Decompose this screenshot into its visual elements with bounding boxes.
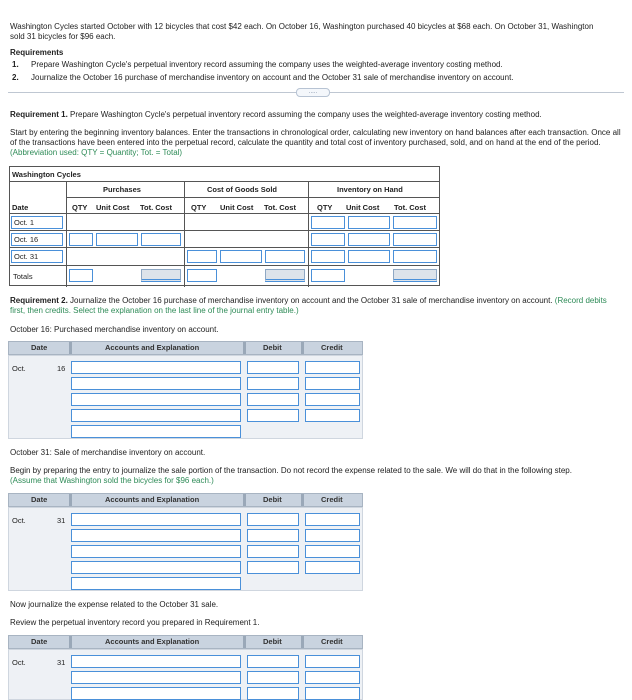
journal2-instruction-text: Begin by preparing the entry to journalize the sale portion of the transaction. Do not record the expense related to the sale. We will do that in the following step. [10,466,572,475]
requirement2-heading [10,296,622,316]
journal1-header [8,341,363,355]
account-input[interactable] [71,687,241,700]
onhand-qty-input[interactable] [311,250,345,263]
journal3-caption: Now journalize the expense related to the October 31 sale. [10,600,219,609]
purchase-tot-input[interactable] [141,233,181,246]
requirement2-label: Requirement 2. [10,296,68,305]
header-date: Date [31,637,48,646]
group-purchases: Purchases [103,185,141,194]
requirements-heading: Requirements [10,48,64,57]
account-input[interactable] [71,561,241,574]
journal2-instruction [10,466,622,486]
journal3-review: Review the perpetual inventory record you prepared in Requirement 1. [10,618,260,627]
debit-input[interactable] [247,561,299,574]
header-debit: Debit [263,637,282,646]
date-row-oct1[interactable] [11,216,63,229]
explanation-input[interactable] [71,425,241,438]
header-date: Date [31,495,48,504]
account-input[interactable] [71,393,241,406]
purchase-unit-input[interactable] [96,233,138,246]
total-cogs-cost-input[interactable] [265,269,305,282]
account-input[interactable] [71,377,241,390]
journal-day: 16 [57,364,66,373]
credit-input[interactable] [305,687,360,700]
purchase-qty-input[interactable] [69,233,93,246]
total-cogs-qty-input[interactable] [187,269,217,282]
credit-input[interactable] [305,671,360,684]
inventory-record-table [9,166,440,286]
explanation-input[interactable] [71,577,241,590]
debit-input[interactable] [247,361,299,374]
header-accounts: Accounts and Explanation [105,495,200,504]
credit-input[interactable] [305,393,360,406]
journal3-body [8,649,363,700]
journal-month: Oct. [12,364,26,373]
cogs-tot-input[interactable] [265,250,305,263]
header-date: Date [31,343,48,352]
requirement2-text: Journalize the October 16 purchase of merchandise inventory on account and the October 31 sale of merchandise inventory on account. [70,296,553,305]
journal-day: 31 [57,516,66,525]
account-input[interactable] [71,361,241,374]
journal1-body [8,355,363,439]
header-credit: Credit [321,637,343,646]
row-date-label: Oct. 16 [14,235,39,244]
header-credit: Credit [321,343,343,352]
abbreviation-note: (Abbreviation used: QTY = Quantity; Tot. = Total) [10,148,183,157]
journal2-header [8,493,363,507]
header-accounts: Accounts and Explanation [105,637,200,646]
debit-input[interactable] [247,513,299,526]
header-credit: Credit [321,495,343,504]
header-debit: Debit [263,343,282,352]
requirement1-label: Requirement 1. [10,110,68,119]
col-qty: QTY [72,203,88,212]
credit-input[interactable] [305,529,360,542]
onhand-tot-input[interactable] [393,216,437,229]
col-tot-cost: Tot. Cost [264,203,296,212]
journal-month: Oct. [12,658,26,667]
req1-number: 1. [12,60,19,69]
col-tot-cost: Tot. Cost [394,203,426,212]
col-qty: QTY [191,203,207,212]
company-title: Washington Cycles [12,170,81,179]
group-cogs: Cost of Goods Sold [207,185,277,194]
col-qty: QTY [317,203,333,212]
col-tot-cost: Tot. Cost [140,203,172,212]
account-input[interactable] [71,529,241,542]
row-date-label: Oct. 31 [14,252,39,261]
cogs-unit-input[interactable] [220,250,262,263]
journal3-header [8,635,363,649]
credit-input[interactable] [305,513,360,526]
account-input[interactable] [71,513,241,526]
col-unit-cost: Unit Cost [96,203,130,212]
requirement2-hint: (Record debits first, then credits. Select the explanation on the last line of the journal entry table.) [10,296,607,315]
total-purchase-qty-input[interactable] [69,269,93,282]
col-unit-cost: Unit Cost [220,203,254,212]
date-header: Date [12,203,29,212]
requirement1-heading [10,110,620,120]
credit-input[interactable] [305,545,360,558]
total-onhand-qty-input[interactable] [311,269,345,282]
account-input[interactable] [71,655,241,668]
totals-label: Totals [13,272,33,281]
journal-day: 31 [57,658,66,667]
header-accounts: Accounts and Explanation [105,343,200,352]
group-on-hand: Inventory on Hand [337,185,403,194]
account-input[interactable] [71,409,241,422]
debit-input[interactable] [247,409,299,422]
journal2-caption: October 31: Sale of merchandise inventory on account. [10,448,206,457]
credit-input[interactable] [305,655,360,668]
journal2-note: (Assume that Washington sold the bicycles for $96 each.) [10,476,214,485]
debit-input[interactable] [247,377,299,390]
total-onhand-cost-input[interactable] [393,269,437,282]
total-purchase-cost-input[interactable] [141,269,181,282]
credit-input[interactable] [305,377,360,390]
debit-input[interactable] [247,687,299,700]
requirement1-instructions [10,128,622,158]
onhand-unit-input[interactable] [348,250,390,263]
date-row-oct16[interactable] [11,233,63,246]
req2-number: 2. [12,73,19,82]
onhand-qty-input[interactable] [311,233,345,246]
account-input[interactable] [71,671,241,684]
date-row-oct31[interactable] [11,250,63,263]
onhand-unit-input[interactable] [348,233,390,246]
credit-input[interactable] [305,409,360,422]
requirement1-text: Prepare Washington Cycle's perpetual inventory record assuming the company uses the weighted-average inventory costing method. [70,110,542,119]
cogs-qty-input[interactable] [187,250,217,263]
journal-month: Oct. [12,516,26,525]
debit-input[interactable] [247,671,299,684]
req1-text: Prepare Washington Cycle's perpetual inventory record assuming the company uses the weighted-average inventory costing method. [31,60,503,69]
onhand-tot-input[interactable] [393,233,437,246]
debit-input[interactable] [247,655,299,668]
credit-input[interactable] [305,561,360,574]
account-input[interactable] [71,545,241,558]
problem-intro: Washington Cycles started October with 12 bicycles that cost $42 each. On October 16, Washington purchased 40 bicycles at $68 each. On October 31, Washington sold 31 bicycles for $96 each. [10,22,594,41]
instructions-text: Start by entering the beginning inventory balances. Enter the transactions in chronological order, calculating new inventory on hand balances after each transaction. Once all of the transactions have been entered into the perpetual record, calculate the quantity and total cost of inventory purchased, sold, and on hand at the end of the period. [10,128,621,147]
debit-input[interactable] [247,393,299,406]
debit-input[interactable] [247,545,299,558]
expand-ellipsis-button[interactable]: ..... [296,88,330,97]
col-unit-cost: Unit Cost [346,203,380,212]
onhand-tot-input[interactable] [393,250,437,263]
journal1-caption: October 16: Purchased merchandise inventory on account. [10,325,219,334]
onhand-unit-input[interactable] [348,216,390,229]
onhand-qty-input[interactable] [311,216,345,229]
header-debit: Debit [263,495,282,504]
journal2-body [8,507,363,591]
credit-input[interactable] [305,361,360,374]
row-date-label: Oct. 1 [14,218,35,227]
req2-text: Journalize the October 16 purchase of merchandise inventory on account and the October 31 sale of merchandise inventory on account. [31,73,514,82]
debit-input[interactable] [247,529,299,542]
